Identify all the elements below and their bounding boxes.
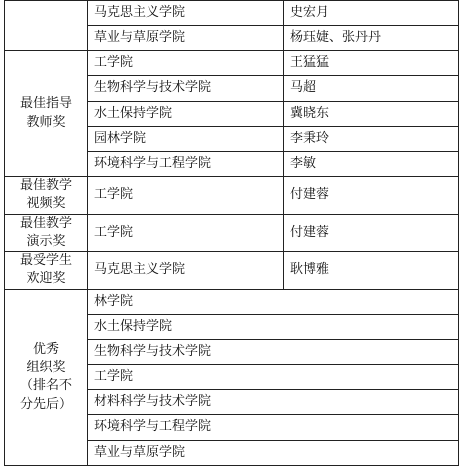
category-line: 教师奖 <box>26 114 66 130</box>
category-line: 最受学生 <box>19 253 72 269</box>
category-line: 优秀 <box>32 342 59 357</box>
recipient-cell: 付建蓉 <box>284 176 459 214</box>
department-cell: 草业与草原学院 <box>88 26 284 51</box>
category-cell-most-popular <box>5 252 88 290</box>
department-cell: 草业与草原学院 <box>88 440 459 465</box>
department-cell: 工学院 <box>88 176 284 214</box>
recipient-cell: 李秉玲 <box>284 126 459 151</box>
recipient-cell: 李敏 <box>284 151 459 176</box>
category-line: 最佳教学 <box>19 178 72 194</box>
department-cell: 林学院 <box>88 289 459 314</box>
category-line: 演示奖 <box>26 233 66 249</box>
department-cell: 材料科学与技术学院 <box>88 390 459 415</box>
category-line: 欢迎奖 <box>26 271 66 287</box>
category-cell-best-demo <box>5 214 88 252</box>
table-row <box>5 252 459 290</box>
department-cell: 生物科学与技术学院 <box>88 76 284 101</box>
category-line: 最佳教学 <box>19 215 72 231</box>
table-row <box>5 51 459 76</box>
recipient-cell: 冀晓东 <box>284 101 459 126</box>
department-cell: 马克思主义学院 <box>88 252 284 290</box>
department-cell: 工学院 <box>88 51 284 76</box>
category-line: 最佳指导 <box>19 96 72 112</box>
table-row <box>5 214 459 252</box>
award-table <box>4 0 459 466</box>
category-line: 分先后） <box>19 396 72 412</box>
department-cell: 水土保持学院 <box>88 314 459 339</box>
category-cell-org-award <box>5 289 88 465</box>
category-line: （排名不 <box>19 378 72 394</box>
category-line: 组织奖 <box>26 360 66 376</box>
department-cell: 生物科学与技术学院 <box>88 340 459 365</box>
recipient-cell: 付建蓉 <box>284 214 459 252</box>
recipient-cell: 耿博雅 <box>284 252 459 290</box>
category-cell-best-video <box>5 176 88 214</box>
recipient-cell: 史宏月 <box>284 1 459 26</box>
department-cell: 园林学院 <box>88 126 284 151</box>
category-cell-empty <box>5 1 88 51</box>
department-cell: 工学院 <box>88 214 284 252</box>
department-cell: 工学院 <box>88 365 459 390</box>
recipient-cell: 杨珏婕、张丹丹 <box>284 26 459 51</box>
recipient-cell: 马超 <box>284 76 459 101</box>
recipient-cell: 王猛猛 <box>284 51 459 76</box>
department-cell: 马克思主义学院 <box>88 1 284 26</box>
department-cell: 环境科学与工程学院 <box>88 415 459 440</box>
department-cell: 水土保持学院 <box>88 101 284 126</box>
category-line: 视频奖 <box>26 196 66 212</box>
category-cell-best-advisor <box>5 51 88 177</box>
table-row <box>5 1 459 26</box>
department-cell: 环境科学与工程学院 <box>88 151 284 176</box>
table-row <box>5 289 459 314</box>
table-row <box>5 176 459 214</box>
